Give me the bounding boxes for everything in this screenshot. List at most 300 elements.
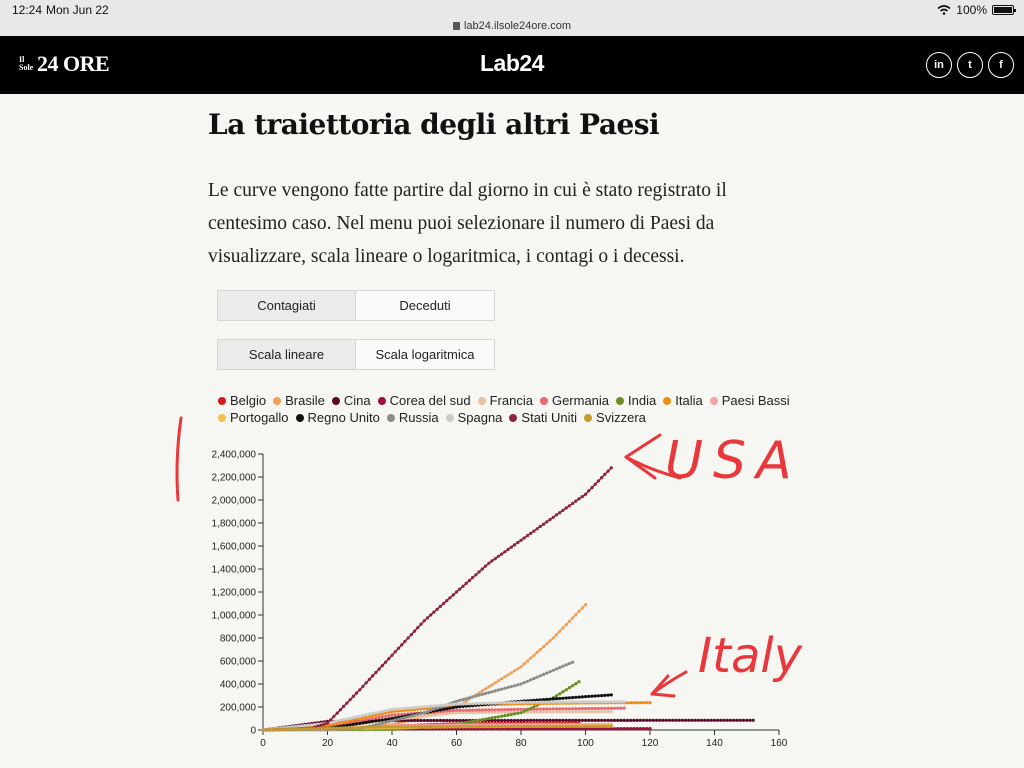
legend-item[interactable] — [387, 409, 439, 426]
data-point — [445, 719, 448, 722]
data-point — [490, 683, 493, 686]
legend-item[interactable] — [584, 409, 646, 426]
data-point — [629, 701, 632, 704]
legend-dot-icon — [663, 397, 671, 405]
data-point — [739, 719, 742, 722]
data-point — [623, 719, 626, 722]
data-point — [407, 715, 410, 718]
data-point — [594, 725, 597, 728]
data-point — [413, 725, 416, 728]
data-point — [690, 719, 693, 722]
data-point — [658, 719, 661, 722]
data-point — [519, 711, 522, 714]
data-point — [494, 689, 497, 692]
data-point — [568, 696, 571, 699]
data-point — [368, 726, 371, 729]
data-point — [648, 719, 651, 722]
data-point — [478, 708, 481, 711]
legend-item[interactable] — [509, 409, 577, 426]
data-point — [748, 719, 751, 722]
data-point — [552, 725, 555, 728]
data-point — [429, 714, 432, 717]
data-point — [426, 714, 429, 717]
data-point — [336, 712, 339, 715]
data-point — [632, 719, 635, 722]
data-point — [565, 696, 568, 699]
contagiati-button[interactable]: Contagiati — [217, 290, 356, 321]
data-point — [536, 708, 539, 711]
data-point — [481, 702, 484, 705]
data-point — [339, 708, 342, 711]
data-point — [565, 663, 568, 666]
data-point — [416, 626, 419, 629]
legend-label: Paesi Bassi — [721, 393, 790, 408]
data-point — [345, 726, 348, 729]
data-point — [378, 668, 381, 671]
data-point — [407, 725, 410, 728]
data-point — [439, 713, 442, 716]
data-point — [510, 708, 513, 711]
data-point — [484, 687, 487, 690]
data-point — [507, 548, 510, 551]
data-point — [523, 719, 526, 722]
data-point — [558, 701, 561, 704]
data-point — [510, 546, 513, 549]
data-point — [310, 723, 313, 726]
data-point — [568, 504, 571, 507]
data-point — [332, 715, 335, 718]
data-point — [729, 719, 732, 722]
data-point — [542, 710, 545, 713]
data-point — [436, 704, 439, 707]
legend-item[interactable] — [218, 409, 289, 426]
data-point — [706, 719, 709, 722]
data-point — [507, 719, 510, 722]
data-point — [539, 719, 542, 722]
data-point — [529, 678, 532, 681]
legend-dot-icon — [584, 414, 592, 422]
data-point — [545, 725, 548, 728]
data-point — [390, 708, 393, 711]
data-point — [581, 495, 584, 498]
data-point — [494, 557, 497, 560]
data-point — [352, 723, 355, 726]
data-point — [519, 665, 522, 668]
data-point — [607, 725, 610, 728]
data-point — [542, 719, 545, 722]
data-point — [303, 724, 306, 727]
data-point — [519, 708, 522, 711]
data-point — [371, 674, 374, 677]
data-point — [394, 713, 397, 716]
data-point — [594, 694, 597, 697]
legend-item[interactable] — [218, 392, 266, 409]
data-point — [494, 716, 497, 719]
data-point — [632, 701, 635, 704]
data-point — [503, 675, 506, 678]
data-point — [719, 719, 722, 722]
data-point — [548, 707, 551, 710]
legend-dot-icon — [378, 397, 386, 405]
data-point — [629, 727, 632, 730]
data-point — [529, 701, 532, 704]
data-point — [523, 662, 526, 665]
data-point — [616, 727, 619, 730]
data-point — [574, 700, 577, 703]
data-point — [497, 725, 500, 728]
data-point — [703, 719, 706, 722]
data-point — [607, 700, 610, 703]
data-point — [365, 681, 368, 684]
data-point — [600, 476, 603, 479]
data-point — [487, 702, 490, 705]
section-heading: La traiettoria degli altri Paesi — [208, 108, 660, 141]
data-point — [523, 725, 526, 728]
data-point — [594, 483, 597, 486]
data-point — [397, 707, 400, 710]
data-point — [590, 486, 593, 489]
data-point — [542, 707, 545, 710]
data-point — [571, 719, 574, 722]
data-point — [407, 706, 410, 709]
data-point — [532, 711, 535, 714]
data-point — [561, 700, 564, 703]
data-point — [355, 722, 358, 725]
legend-item[interactable] — [296, 409, 380, 426]
data-point — [590, 719, 593, 722]
legend-dot-icon — [710, 397, 718, 405]
data-point — [320, 724, 323, 727]
data-point — [394, 650, 397, 653]
data-point — [426, 705, 429, 708]
data-point — [503, 719, 506, 722]
site-header — [0, 36, 1024, 94]
data-point — [349, 698, 352, 701]
data-point — [355, 692, 358, 695]
data-point — [384, 718, 387, 721]
scala-logaritmica-button[interactable]: Scala logaritmica — [356, 339, 495, 370]
data-point — [484, 692, 487, 695]
y-tick-label: 200,000 — [219, 702, 256, 714]
data-point — [597, 700, 600, 703]
data-point — [452, 725, 455, 728]
battery-icon — [992, 5, 1014, 15]
facebook-icon[interactable]: f — [988, 52, 1014, 78]
data-point — [349, 717, 352, 720]
data-point — [574, 613, 577, 616]
data-point — [381, 725, 384, 728]
data-point — [458, 709, 461, 712]
data-point — [507, 701, 510, 704]
data-point — [371, 726, 374, 729]
data-point — [368, 678, 371, 681]
data-point — [642, 727, 645, 730]
data-point — [416, 706, 419, 709]
data-point — [577, 707, 580, 710]
data-point — [448, 725, 451, 728]
data-point — [545, 672, 548, 675]
data-point — [545, 701, 548, 704]
data-point — [526, 708, 529, 711]
data-point — [552, 516, 555, 519]
annotation-italy: Italy — [698, 628, 803, 684]
data-point — [345, 717, 348, 720]
data-point — [381, 718, 384, 721]
data-point — [471, 695, 474, 698]
data-point — [613, 727, 616, 730]
data-point — [594, 707, 597, 710]
data-point — [548, 710, 551, 713]
data-point — [503, 725, 506, 728]
data-point — [568, 700, 571, 703]
data-point — [587, 489, 590, 492]
data-point — [416, 719, 419, 722]
data-point — [413, 714, 416, 717]
data-point — [352, 726, 355, 729]
metric-toggle — [217, 290, 495, 321]
data-point — [358, 722, 361, 725]
data-point — [413, 706, 416, 709]
data-point — [616, 719, 619, 722]
data-point — [394, 707, 397, 710]
data-point — [548, 719, 551, 722]
data-point — [394, 725, 397, 728]
deceduti-button[interactable]: Deceduti — [356, 290, 495, 321]
data-point — [500, 715, 503, 718]
data-point — [568, 662, 571, 665]
data-point — [513, 701, 516, 704]
data-point — [455, 705, 458, 708]
legend-item[interactable] — [616, 392, 656, 409]
data-point — [552, 669, 555, 672]
data-point — [378, 722, 381, 725]
data-point — [542, 645, 545, 648]
data-point — [390, 725, 393, 728]
data-point — [639, 727, 642, 730]
data-point — [603, 700, 606, 703]
data-point — [439, 725, 442, 728]
data-point — [419, 719, 422, 722]
data-point — [516, 541, 519, 544]
data-point — [507, 711, 510, 714]
data-point — [568, 620, 571, 623]
data-point — [436, 713, 439, 716]
data-point — [603, 719, 606, 722]
data-point — [526, 725, 529, 728]
data-point — [474, 719, 477, 722]
data-point — [581, 707, 584, 710]
data-point — [423, 719, 426, 722]
data-point — [381, 722, 384, 725]
data-point — [361, 721, 364, 724]
legend-item[interactable] — [663, 392, 702, 409]
data-point — [507, 708, 510, 711]
legend-item[interactable] — [378, 392, 471, 409]
data-point — [510, 671, 513, 674]
legend-item[interactable] — [710, 392, 790, 409]
data-point — [336, 719, 339, 722]
scala-lineare-button[interactable]: Scala lineare — [217, 339, 356, 370]
data-point — [410, 719, 413, 722]
data-point — [568, 686, 571, 689]
legend-item[interactable] — [478, 392, 533, 409]
data-point — [529, 711, 532, 714]
data-point — [397, 725, 400, 728]
twitter-icon[interactable]: t — [957, 52, 983, 78]
data-point — [513, 543, 516, 546]
data-point — [594, 719, 597, 722]
data-point — [471, 702, 474, 705]
data-point — [639, 701, 642, 704]
data-point — [561, 626, 564, 629]
data-point — [503, 701, 506, 704]
data-point — [478, 725, 481, 728]
data-point — [700, 719, 703, 722]
data-point — [455, 725, 458, 728]
lab24-logo[interactable]: Lab24 — [480, 50, 544, 76]
y-tick-label: 400,000 — [219, 679, 256, 691]
data-point — [387, 720, 390, 723]
data-point — [516, 683, 519, 686]
x-tick-label: 20 — [321, 738, 334, 749]
data-point — [500, 725, 503, 728]
data-point — [648, 727, 651, 730]
data-point — [742, 719, 745, 722]
data-point — [571, 707, 574, 710]
data-point — [497, 708, 500, 711]
data-point — [390, 719, 393, 722]
legend-item[interactable] — [540, 392, 609, 409]
data-point — [342, 726, 345, 729]
data-point — [439, 708, 442, 711]
data-point — [478, 719, 481, 722]
data-point — [645, 727, 648, 730]
data-point — [532, 719, 535, 722]
legend-label: Svizzera — [596, 410, 646, 425]
data-point — [577, 696, 580, 699]
data-point — [571, 696, 574, 699]
data-point — [497, 555, 500, 558]
data-point — [539, 701, 542, 704]
legend-label: Spagna — [457, 410, 503, 425]
data-point — [665, 719, 668, 722]
data-point — [552, 719, 555, 722]
data-point — [458, 702, 461, 705]
data-point — [610, 719, 613, 722]
data-point — [455, 719, 458, 722]
data-point — [494, 725, 497, 728]
data-point — [500, 708, 503, 711]
data-point — [374, 719, 377, 722]
data-point — [455, 709, 458, 712]
data-point — [329, 727, 332, 730]
data-point — [555, 719, 558, 722]
data-point — [478, 570, 481, 573]
data-point — [326, 722, 329, 725]
data-point — [555, 707, 558, 710]
data-point — [426, 725, 429, 728]
x-tick-label: 60 — [450, 738, 463, 749]
data-point — [407, 636, 410, 639]
data-point — [610, 693, 613, 696]
data-point — [574, 707, 577, 710]
data-point — [452, 709, 455, 712]
data-point — [536, 527, 539, 530]
data-point — [310, 727, 313, 730]
url-text: lab24.ilsole24ore.com — [463, 20, 571, 32]
data-point — [539, 725, 542, 728]
url-bar[interactable] — [0, 20, 1024, 36]
data-point — [574, 682, 577, 685]
data-point — [287, 728, 290, 731]
data-point — [274, 728, 277, 731]
data-point — [413, 719, 416, 722]
data-point — [429, 725, 432, 728]
social-links — [926, 52, 1014, 78]
data-point — [671, 719, 674, 722]
data-point — [552, 707, 555, 710]
data-point — [423, 711, 426, 714]
data-point — [490, 708, 493, 711]
data-point — [368, 720, 371, 723]
data-point — [452, 706, 455, 709]
data-point — [465, 697, 468, 700]
data-point — [626, 719, 629, 722]
data-point — [419, 725, 422, 728]
data-point — [361, 685, 364, 688]
data-point — [468, 702, 471, 705]
data-point — [461, 585, 464, 588]
data-point — [697, 719, 700, 722]
data-point — [529, 707, 532, 710]
data-point — [577, 680, 580, 683]
data-point — [474, 725, 477, 728]
data-point — [400, 707, 403, 710]
data-point — [497, 688, 500, 691]
data-point — [500, 719, 503, 722]
data-point — [329, 718, 332, 721]
data-point — [568, 725, 571, 728]
data-point — [587, 700, 590, 703]
legend-dot-icon — [446, 414, 454, 422]
series-line — [263, 468, 611, 730]
data-point — [558, 692, 561, 695]
legend-item[interactable] — [332, 392, 371, 409]
data-point — [558, 666, 561, 669]
data-point — [545, 719, 548, 722]
data-point — [487, 708, 490, 711]
data-point — [584, 719, 587, 722]
data-point — [484, 708, 487, 711]
intro-paragraph: Le curve vengono fatte partire dal giorno in cui è stato registrato il centesimo caso. Nel menu puoi selezionare il numero di Paesi da visualizzare, scala lineare o logaritmica, i contagi o i decessi. — [208, 180, 727, 267]
data-point — [536, 711, 539, 714]
data-point — [439, 605, 442, 608]
data-point — [394, 718, 397, 721]
data-point — [448, 709, 451, 712]
legend-item[interactable] — [446, 409, 503, 426]
data-point — [532, 701, 535, 704]
data-point — [529, 719, 532, 722]
data-point — [352, 695, 355, 698]
data-point — [561, 719, 564, 722]
data-point — [471, 725, 474, 728]
data-point — [445, 725, 448, 728]
data-point — [581, 710, 584, 713]
legend-item[interactable] — [273, 392, 325, 409]
data-point — [471, 709, 474, 712]
linkedin-icon[interactable]: in — [926, 52, 952, 78]
data-point — [494, 708, 497, 711]
